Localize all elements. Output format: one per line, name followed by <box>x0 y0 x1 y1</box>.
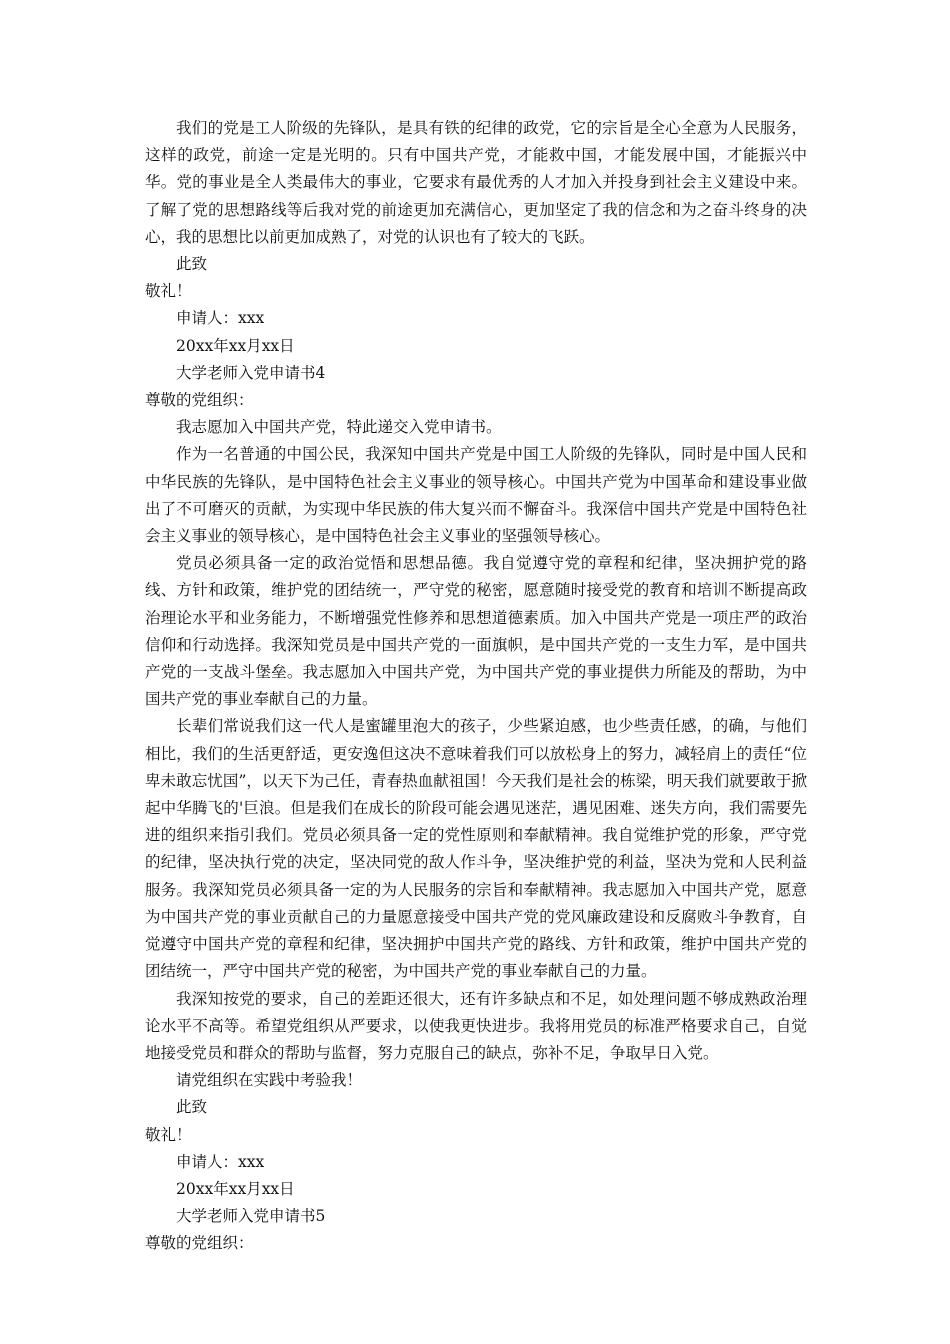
closing-cizhi: 此致 <box>176 255 208 274</box>
closing-jingli: 敬礼！ <box>145 282 192 301</box>
date-line: 20xx年xx月xx日 <box>176 1179 295 1198</box>
paragraph: 我志愿加入中国共产党，特此递交入党申请书。 <box>176 418 502 437</box>
date-line: 20xx年xx月xx日 <box>176 336 295 355</box>
section-title: 大学老师入党申请书4 <box>176 363 326 382</box>
paragraph: 长辈们常说我们这一代人是蜜罐里泡大的孩子，少些紧迫感，也少些责任感，的确，与他们相比，我们的生活更舒适，更安逸但这决不意味着我们可以放松身上的努力，减轻肩上的责任“位卑未敢忘忧国”，以天下为己任，青春热血献祖国！今天我们是社会的栋梁，明天我们就要敢于掀起中华腾飞的'巨浪。但是我们在成长的阶段可能会遇见迷茫，遇见困难、迷失方向，我们需要先进的组织来指引我们。党员必须具备一定的党性原则和奉献精神。我自觉维护党的形象，严守党的纪律，坚决执行党的决定，坚决同党的敌人作斗争，坚决维护党的利益，坚决为党和人民利益服务。我深知党员必须具备一定的为人民服务的宗旨和奉献精神。我志愿加入中国共产党，愿意为中国共产党的事业贡献自己的力量愿意接受中国共产党的党风廉政建设和反腐败斗争教育，自觉遵守中国共产党的章程和纪律，坚决拥护中国共产党的路线、方针和政策，维护中国共产党的团结统一，严守中国共产党的秘密，为中国共产党的事业奉献自己的力量。 <box>145 717 807 981</box>
paragraph: 我深知按党的要求，自己的差距还很大，还有许多缺点和不足，如处理问题不够成熟政治理论水平不高等。希望党组织从严要求，以使我更快进步。我将用党员的标准严格要求自己，自觉地接受党员和群众的帮助与监督，努力克服自己的缺点，弥补不足，争取早日入党。 <box>145 989 807 1062</box>
document-page <box>145 115 807 1258</box>
paragraph: 请党组织在实践中考验我！ <box>176 1071 363 1090</box>
paragraph: 我们的党是工人阶级的先锋队，是具有铁的纪律的政党，它的宗旨是全心全意为人民服务，这样的政党，前途一定是光明的。只有中国共产党，才能救中国，才能发展中国，才能振兴中华。党的事业是全人类最伟大的事业，它要求有最优秀的人才加入并投身到社会主义建设中来。了解了党的思想路线等后我对党的前途更加充满信心，更加坚定了我的信念和为之奋斗终身的决心，我的思想比以前更加成熟了，对党的认识也有了较大的飞跃。 <box>145 119 807 246</box>
salutation: 尊敬的党组织： <box>145 391 254 410</box>
applicant-line: 申请人：xxx <box>176 309 265 328</box>
closing-jingli: 敬礼！ <box>145 1125 192 1144</box>
paragraph: 党员必须具备一定的政治觉悟和思想品德。我自觉遵守党的章程和纪律，坚决拥护党的路线、方针和政策，维护党的团结统一，严守党的秘密，愿意随时接受党的教育和培训不断提高政治理论水平和业务能力，不断增强党性修养和思想道德素质。加入中国共产党是一项庄严的政治信仰和行动选择。我深知党员是中国共产党的一面旗帜，是中国共产党的一支生力军，是中国共产党的一支战斗堡垒。我志愿加入中国共产党，为中国共产党的事业提供力所能及的帮助，为中国共产党的事业奉献自己的力量。 <box>145 554 807 709</box>
section-title: 大学老师入党申请书5 <box>176 1207 326 1226</box>
applicant-line: 申请人：xxx <box>176 1152 265 1171</box>
salutation: 尊敬的党组织： <box>145 1234 254 1253</box>
paragraph: 作为一名普通的中国公民，我深知中国共产党是中国工人阶级的先锋队，同时是中国人民和中华民族的先锋队，是中国特色社会主义事业的领导核心。中国共产党为中国革命和建设事业做出了不可磨灭的贡献，为实现中华民族的伟大复兴而不懈奋斗。我深信中国共产党是中国特色社会主义事业的领导核心，是中国特色社会主义事业的坚强领导核心。 <box>145 445 807 546</box>
closing-cizhi: 此致 <box>176 1098 208 1117</box>
